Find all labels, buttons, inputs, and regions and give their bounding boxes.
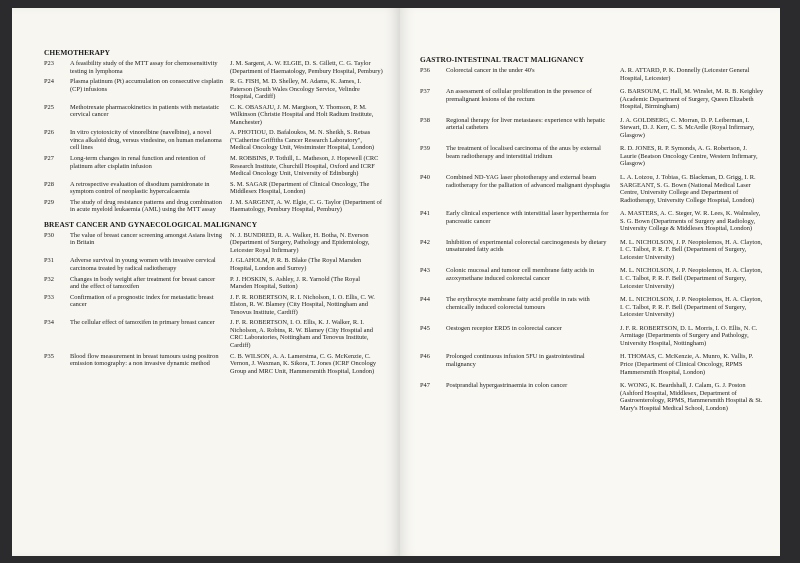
poster-number: P41	[420, 210, 430, 218]
section-chemotherapy	[44, 48, 384, 214]
left-page	[12, 8, 400, 556]
poster-title: The erythrocyte membrane fatty acid profile in rats with chemically induced colorectal tumours	[446, 296, 590, 311]
poster-authors: A. R. ATTARD, P. K. Donnelly (Leicester General Hospital, Leicester)	[620, 67, 750, 82]
poster-authors: R. D. JONES, R. P. Symonds, A. G. Robertson, J. Laurie (Beatson Oncology Centre, Western Infirmary, Glasgow)	[620, 145, 758, 168]
poster-entry-p43	[420, 267, 765, 290]
poster-authors: L. A. Loizou, J. Tobias, G. Blackman, D. Grigg, I. R. SARGEANT, S. G. Bown (National Medical Laser Centre, University College and Department of Radiotherapy, University College Hospital, London)	[620, 174, 756, 204]
poster-title: The cellular effect of tamoxifen in primary breast cancer	[70, 319, 215, 327]
poster-entry-p32	[44, 276, 384, 291]
poster-number: P44	[420, 296, 430, 304]
poster-authors: J. GLAHOLM, P. R. B. Blake (The Royal Marsden Hospital, London and Surrey)	[230, 257, 362, 273]
poster-title: Postprandial hypergastrinaemia in colon cancer	[446, 382, 568, 390]
section-gastro-intestinal	[420, 55, 765, 412]
section-title: GASTRO-INTESTINAL TRACT MALIGNANCY	[420, 55, 585, 64]
left-column	[44, 48, 384, 378]
section-title: BREAST CANCER AND GYNAECOLOGICAL MALIGNANCY	[44, 219, 258, 229]
poster-number: P30	[44, 231, 54, 239]
poster-entry-p23	[44, 60, 384, 75]
poster-title: A feasibility study of the MTT assay for chemosensitivity testing in lymphoma	[70, 60, 218, 75]
poster-number: P36	[420, 67, 430, 74]
poster-title: The treatment of localised carcinoma of the anus by external beam radiotherapy and interstitial iridium	[446, 145, 601, 160]
poster-number: P42	[420, 238, 430, 246]
poster-entry-p34	[44, 319, 384, 349]
poster-title: Oestogen receptor ERD5 in colorectal cancer	[446, 324, 562, 332]
poster-authors: M. L. NICHOLSON, J. P. Neoptolemos, H. A. Clayton, I. C. Talbot, P. R. F. Bell (Department of Surgery, Leicester University)	[620, 267, 763, 290]
poster-entry-p30	[44, 232, 384, 255]
poster-title: Colonic mucosal and tumour cell membrane fatty acids in azoxymethane induced colorectal cancer	[446, 267, 595, 283]
poster-entry-p44	[420, 296, 765, 319]
poster-title: Early clinical experience with interstitial laser hyperthermia for pancreatic cancer	[446, 210, 609, 225]
poster-number: P47	[420, 382, 430, 390]
poster-title: Combined ND-YAG laser phototherapy and external beam radiotherapy for the palliation of advanced malignant dysphagia	[446, 174, 610, 189]
poster-title: In vitro cytotoxicity of vinorelbine (navelbine), a novel vinca alkaloid drug, versus vindesine, on human melanoma cell lines	[70, 129, 222, 152]
poster-authors: A. MASTERS, A. C. Steger, W. R. Lees, K. Walmsley, S. G. Bown (Departments of Surgery and Radiology, University College & Middlesex Hospital, London)	[620, 210, 761, 233]
poster-entry-p27	[44, 155, 384, 178]
poster-authors: J. F. R. ROBERTSON, I. O. Ellis, K. J. Walker, R. I. Nicholson, A. Robins, R. W. Blamey (City Hospital and CRC Laboratories, Nottingham and Tenovus Institute, Cardiff)	[230, 319, 373, 349]
poster-number: P37	[420, 88, 430, 96]
poster-entry-p24	[44, 78, 384, 101]
poster-title: Colorectal cancer in the under 40's	[446, 67, 535, 74]
poster-number: P29	[44, 198, 54, 206]
section-breast-gynae	[44, 220, 384, 375]
poster-number: P25	[44, 103, 54, 111]
poster-authors: S. M. SAGAR (Department of Clinical Oncology, The Middlesex Hospital, London)	[230, 180, 370, 196]
poster-number: P45	[420, 324, 430, 332]
poster-title: Prolonged continuous infusion 5FU in gastrointestinal malignancy	[446, 353, 585, 368]
poster-number: P35	[44, 352, 54, 360]
poster-entry-p41	[420, 210, 765, 233]
poster-entry-p36	[420, 67, 765, 82]
section-title: CHEMOTHERAPY	[44, 48, 111, 57]
right-column	[420, 55, 765, 415]
poster-authors: G. BARSOUM, C. Hall, M. Winslet, M. R. B. Keighley (Academic Department of Surgery, Queen Elizabeth Hospital, Birmingham)	[620, 88, 764, 111]
poster-authors: K. WONG, K. Beardshall, J. Calam, G. J. Poston (Ashford Hospital, Middlesex, Department of Gastroenterology, RPMS, Hammersmith Hospital & St. Mary's Hospital Medical School, London)	[620, 382, 763, 412]
poster-title: The value of breast cancer screening amongst Asians living in Britain	[70, 231, 222, 247]
poster-authors: H. THOMAS, C. McKenzie, A. Munro, K. Vallis, P. Price (Department of Clinical Oncology, RPMS Hammersmith Hospital, London)	[620, 353, 754, 376]
right-page	[400, 8, 780, 556]
poster-number: P28	[44, 180, 54, 188]
poster-title: Plasma platinum (Pt) accumulation on consecutive cisplatin (CP) infusions	[70, 78, 223, 93]
poster-title: Methotrexate pharmacokinetics in patients with metastatic cervical cancer	[70, 103, 220, 119]
poster-entry-p35	[44, 353, 384, 376]
poster-number: P34	[44, 319, 54, 327]
poster-title: A retrospective evaluation of disodium pamidronate in symptom control of neoplastic hypercalcaemia	[70, 180, 210, 196]
poster-authors: C. B. WILSON, A. A. Lamerstma, C. G. McKenzie, C. Vernon, J. Waxman, K. Sikora, T. Jones (ICRF Oncology Group and MRC Unit, Hammersmith Hospital, London)	[230, 352, 377, 375]
poster-authors: C. K. OBASAJU, J. M. Margison, Y. Thomson, P. M. Wilkinson (Christie Hospital and Holt Radium Institute, Manchester)	[230, 103, 374, 126]
poster-authors: J. F. R. ROBERTSON, D. L. Morris, I. O. Ellis, N. C. Armitage (Departments of Surgery and Pathology, University Hospital, Nottingham)	[620, 324, 758, 347]
poster-number: P31	[44, 257, 54, 265]
poster-entry-p31	[44, 257, 384, 272]
poster-number: P46	[420, 353, 430, 361]
poster-number: P33	[44, 293, 54, 301]
poster-number: P27	[44, 155, 54, 163]
poster-number: P40	[420, 174, 430, 182]
poster-authors: R. G. FISH, M. D. Shelley, M. Adams, K. James, I. Paterson (South Wales Oncology Service, Velindre Hospital, Cardiff)	[230, 78, 362, 101]
poster-authors: M. ROBBINS, P. Tothill, L. Matheson, J. Hopewell (CRC Research Institute, Churchill Hospital, Oxford and ICRF Medical Oncology Unit, University of Edinburgh)	[230, 155, 379, 178]
poster-entry-p29	[44, 199, 384, 214]
poster-entry-p26	[44, 129, 384, 152]
poster-number: P32	[44, 275, 54, 283]
poster-title: Regional therapy for liver metastases: experience with hepatic arterial catheters	[446, 116, 606, 132]
poster-number: P38	[420, 116, 430, 124]
poster-entry-p40	[420, 174, 765, 204]
poster-authors: M. L. NICHOLSON, J. P. Neoptolemos, H. A. Clayton, I. C. Talbot, P. R. F. Bell (Department of Surgery, Leicester University)	[620, 238, 763, 261]
poster-entry-p38	[420, 117, 765, 140]
poster-entry-p25	[44, 104, 384, 127]
poster-title: Inhibition of experimental colorectal carcinogenesis by dietary unsaturated fatty acids	[446, 238, 607, 254]
poster-entry-p42	[420, 239, 765, 262]
poster-entry-p46	[420, 353, 765, 376]
poster-authors: J. M. Sargent, A. W. ELGIE, D. S. Gillett, C. G. Taylor (Department of Haematology, Pembury Hospital, Pembury)	[230, 60, 383, 75]
poster-authors: A. PHOTIOU, D. Bafaloukos, M. N. Sheikh, S. Retsas ("Catherine Griffiths Cancer Research Laboratory", Medical Oncology Unit, Westminster Hospital, London)	[230, 129, 375, 152]
poster-authors: M. L. NICHOLSON, J. P. Neoptolemos, H. A. Clayton, I. C. Talbot, P. R. F. Bell (Department of Surgery, Leicester University)	[620, 296, 763, 319]
poster-title: An assessment of cellular proliferation in the presence of premalignant lesions of the rectum	[446, 88, 592, 103]
poster-entry-p47	[420, 382, 765, 412]
poster-title: Long-term changes in renal function and retention of platinum after cisplatin infusion	[70, 155, 206, 170]
poster-number: P39	[420, 145, 430, 153]
poster-entry-p39	[420, 145, 765, 168]
poster-entry-p37	[420, 88, 765, 111]
poster-entry-p28	[44, 181, 384, 196]
poster-number: P43	[420, 267, 430, 275]
poster-title: The study of drug resistance patterns and drug combination in acute myeloid leukaemia (AML) using the MTT assay	[70, 198, 222, 214]
poster-authors: N. J. BUNDRED, R. A. Walker, H. Botha, N. Everson (Department of Surgery, Pathology and Epidemiology, Leicester Royal Infirmary)	[230, 231, 370, 254]
poster-title: Adverse survival in young women with invasive cervical carcinoma treated by radical radiotherapy	[70, 257, 216, 273]
poster-authors: P. J. HOSKIN, S. Ashley, J. R. Yarnold (The Royal Marsden Hospital, Sutton)	[230, 275, 361, 291]
poster-title: Confirmation of a prognostic index for metastatic breast cancer	[70, 293, 214, 309]
poster-authors: J. F. R. ROBERTSON, R. I. Nicholson, I. O. Ellis, C. W. Elston, R. W. Blamey (City Hospital, Nottingham and Tenovus Institute, Cardiff)	[230, 293, 375, 316]
poster-number: P23	[44, 60, 54, 67]
poster-authors: J. M. SARGENT, A. W. Elgie, C. G. Taylor (Department of Haematology, Pembury Hospital, Pembury)	[230, 198, 382, 214]
poster-entry-p33	[44, 294, 384, 317]
poster-number: P26	[44, 129, 54, 137]
poster-title: Changes in body weight after treatment for breast cancer and the effect of tamoxifen	[70, 275, 216, 291]
poster-authors: J. A. GOLDBERG, C. Morran, D. P. Leiberman, I. Stewart, D. J. Kerr, C. S. McArdle (Royal Infirmary, Glasgow)	[620, 116, 755, 139]
poster-title: Blood flow measurement in breast tumours using positron emission tomography: a non invasive dynamic method	[70, 352, 219, 368]
poster-number: P24	[44, 78, 54, 86]
poster-entry-p45	[420, 325, 765, 348]
